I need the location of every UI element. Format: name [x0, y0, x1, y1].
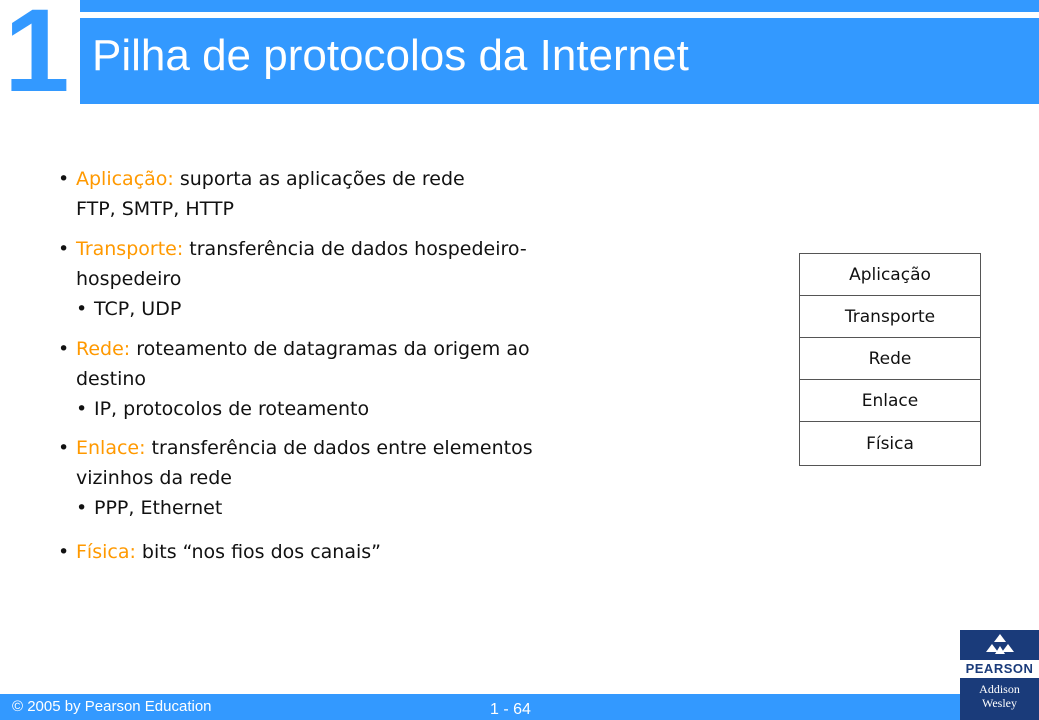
bullet-continuation: destino [76, 368, 147, 390]
sub-bullet-dot: • [76, 298, 88, 320]
bullet-enlace [58, 433, 638, 523]
stack-layer-aplicacao: Aplicação [800, 254, 980, 296]
stack-layer-transporte: Transporte [800, 296, 980, 338]
bullet-dot: • [58, 238, 70, 260]
bullet-text: roteamento de datagramas da origem ao [130, 338, 530, 360]
bullet-term: Enlace: [76, 437, 146, 459]
bullet-continuation: hospedeiro [76, 268, 182, 290]
bullet-rede [58, 334, 638, 424]
bullet-dot: • [58, 541, 70, 563]
bullet-continuation: vizinhos da rede [76, 467, 232, 489]
bullet-term: Física: [76, 541, 136, 563]
bullet-aplicacao [58, 164, 638, 224]
sub-bullet-dot: • [76, 398, 88, 420]
stack-layer-rede: Rede [800, 338, 980, 380]
bullet-fisica [58, 537, 638, 567]
chapter-number: 1 [4, 0, 70, 117]
copyright-text: © 2005 by Pearson Education [12, 698, 212, 715]
bullet-term: Rede: [76, 338, 131, 360]
bullet-term: Aplicação: [76, 168, 174, 190]
bullet-dot: • [58, 437, 70, 459]
imprint-line-2: Wesley [981, 696, 1018, 710]
bullet-term: Transporte: [76, 238, 184, 260]
bullet-dot: • [58, 168, 70, 190]
addison-wesley-wordmark [960, 682, 1039, 710]
sub-bullet-text: PPP, Ethernet [94, 497, 223, 519]
bullet-continuation: FTP, SMTP, HTTP [76, 198, 234, 220]
protocol-stack-diagram [799, 253, 981, 466]
stack-layer-fisica: Física [866, 433, 914, 454]
sub-bullet-text: TCP, UDP [94, 298, 182, 320]
imprint-line-1: Addison [979, 682, 1020, 696]
stack-layer-enlace: Enlace [800, 380, 980, 422]
sub-bullet-dot: • [76, 497, 88, 519]
pearson-logo-icon [986, 634, 1014, 658]
sub-bullet-text: IP, protocolos de roteamento [94, 398, 370, 420]
slide-title: Pilha de protocolos da Internet [92, 31, 689, 80]
bullet-text: bits “nos fios dos canais” [135, 541, 382, 563]
publisher-logo [960, 630, 1039, 720]
bullet-dot: • [58, 338, 70, 360]
pearson-wordmark: PEARSON [960, 660, 1039, 678]
bullet-text: suporta as aplicações de rede [173, 168, 465, 190]
bullet-text: transferência de dados entre elementos [145, 437, 533, 459]
bullet-transporte [58, 234, 638, 324]
header-top-rule [80, 0, 1039, 12]
bullet-text: transferência de dados hospedeiro- [183, 238, 527, 260]
page-number: 1 - 64 [490, 701, 531, 718]
